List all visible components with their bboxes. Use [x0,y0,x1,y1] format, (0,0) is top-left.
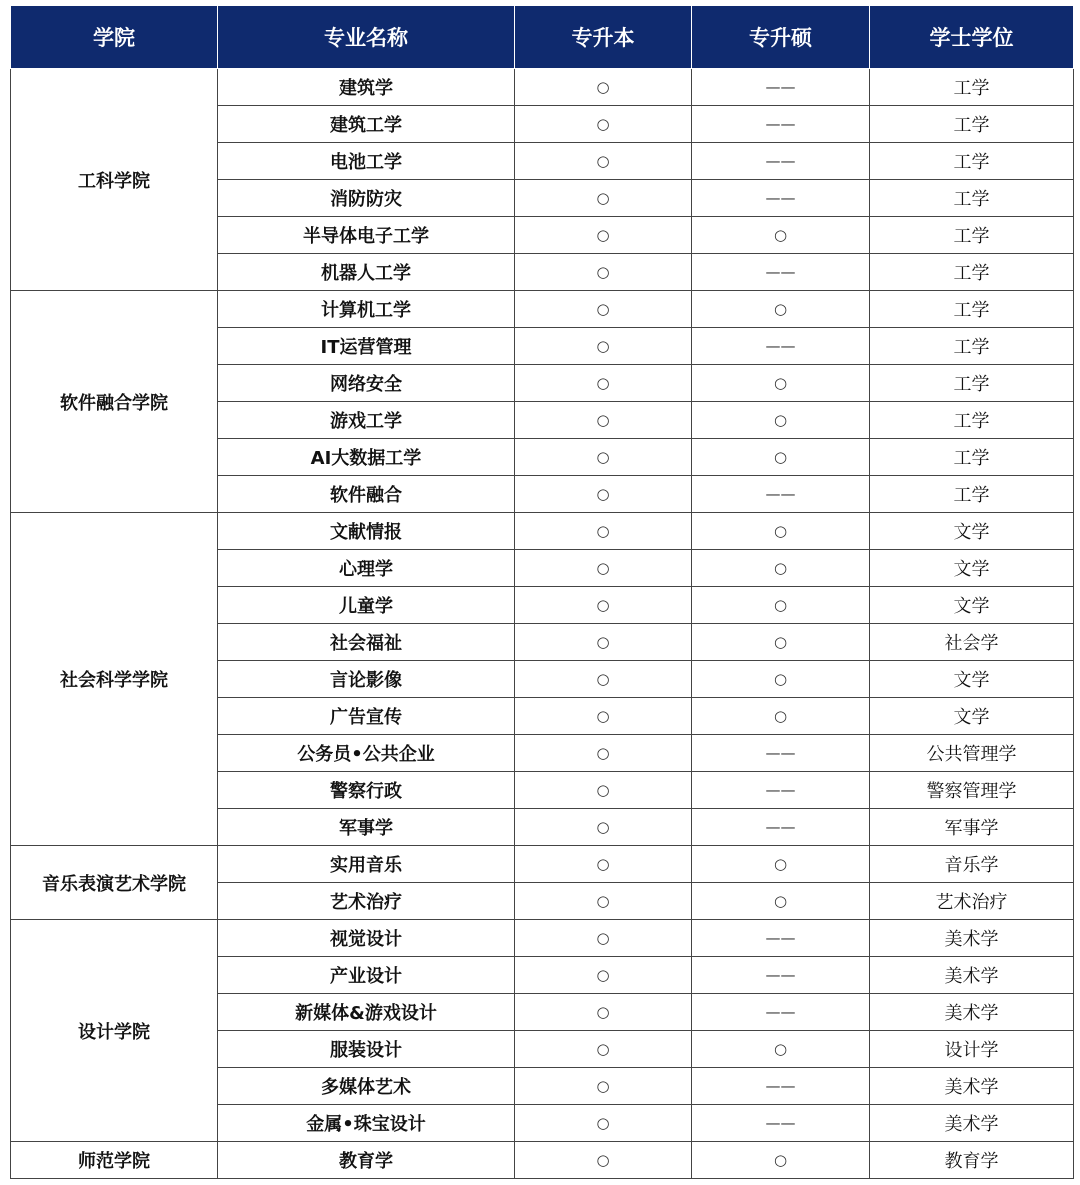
bachelor-mark: ○ [515,143,692,180]
master-mark: ○ [692,1031,870,1068]
degree-name: 工学 [870,69,1074,106]
major-name: 言论影像 [218,661,515,698]
bachelor-mark: ○ [515,1068,692,1105]
bachelor-mark: ○ [515,513,692,550]
master-mark: ○ [692,587,870,624]
header-major: 专业名称 [218,6,515,69]
bachelor-mark: ○ [515,365,692,402]
bachelor-mark: ○ [515,1142,692,1179]
degree-name: 工学 [870,328,1074,365]
degree-name: 音乐学 [870,846,1074,883]
major-name: 艺术治疗 [218,883,515,920]
bachelor-mark: ○ [515,661,692,698]
master-mark: ○ [692,698,870,735]
major-name: 消防防灾 [218,180,515,217]
college-name: 工科学院 [11,69,218,291]
master-mark: ○ [692,513,870,550]
bachelor-mark: ○ [515,254,692,291]
degree-name: 警察管理学 [870,772,1074,809]
master-mark: ○ [692,1142,870,1179]
majors-table [10,5,1074,1179]
degree-name: 文学 [870,698,1074,735]
bachelor-mark: ○ [515,217,692,254]
degree-name: 艺术治疗 [870,883,1074,920]
bachelor-mark: ○ [515,735,692,772]
major-name: 实用音乐 [218,846,515,883]
major-name: 网络安全 [218,365,515,402]
major-name: 视觉设计 [218,920,515,957]
degree-name: 文学 [870,513,1074,550]
degree-name: 美术学 [870,994,1074,1031]
major-name: 教育学 [218,1142,515,1179]
major-name: 新媒体&游戏设计 [218,994,515,1031]
bachelor-mark: ○ [515,1031,692,1068]
header-degree: 学士学位 [870,6,1074,69]
degree-name: 设计学 [870,1031,1074,1068]
degree-name: 文学 [870,550,1074,587]
major-name: 计算机工学 [218,291,515,328]
master-mark: ○ [692,624,870,661]
degree-name: 工学 [870,439,1074,476]
degree-name: 工学 [870,143,1074,180]
major-name: 电池工学 [218,143,515,180]
major-name: AI大数据工学 [218,439,515,476]
bachelor-mark: ○ [515,328,692,365]
header-college: 学院 [11,6,218,69]
master-mark: ○ [692,217,870,254]
college-name: 软件融合学院 [11,291,218,513]
master-mark: ○ [692,365,870,402]
degree-name: 公共管理学 [870,735,1074,772]
header-row [11,6,1074,69]
master-mark: —— [692,180,870,217]
major-name: 建筑工学 [218,106,515,143]
degree-name: 工学 [870,365,1074,402]
degree-name: 美术学 [870,1105,1074,1142]
major-name: 社会福祉 [218,624,515,661]
major-name: 产业设计 [218,957,515,994]
major-name: 警察行政 [218,772,515,809]
major-name: 广告宣传 [218,698,515,735]
degree-name: 工学 [870,217,1074,254]
table-row [11,291,1074,328]
master-mark: ○ [692,883,870,920]
master-mark: —— [692,476,870,513]
degree-name: 社会学 [870,624,1074,661]
master-mark: ○ [692,291,870,328]
master-mark: —— [692,254,870,291]
major-name: 半导体电子工学 [218,217,515,254]
degree-name: 工学 [870,254,1074,291]
degree-name: 文学 [870,661,1074,698]
master-mark: —— [692,772,870,809]
bachelor-mark: ○ [515,476,692,513]
table-row [11,69,1074,106]
master-mark: —— [692,809,870,846]
major-name: 软件融合 [218,476,515,513]
bachelor-mark: ○ [515,402,692,439]
degree-name: 工学 [870,106,1074,143]
master-mark: ○ [692,846,870,883]
degree-name: 美术学 [870,920,1074,957]
bachelor-mark: ○ [515,550,692,587]
bachelor-mark: ○ [515,883,692,920]
master-mark: —— [692,735,870,772]
bachelor-mark: ○ [515,772,692,809]
master-mark: —— [692,1068,870,1105]
degree-name: 工学 [870,402,1074,439]
master-mark: —— [692,994,870,1031]
major-name: 游戏工学 [218,402,515,439]
bachelor-mark: ○ [515,291,692,328]
master-mark: ○ [692,661,870,698]
degree-name: 文学 [870,587,1074,624]
bachelor-mark: ○ [515,920,692,957]
bachelor-mark: ○ [515,69,692,106]
master-mark: ○ [692,402,870,439]
bachelor-mark: ○ [515,106,692,143]
master-mark: ○ [692,550,870,587]
major-name: 机器人工学 [218,254,515,291]
bachelor-mark: ○ [515,994,692,1031]
degree-name: 工学 [870,291,1074,328]
major-name: 服装设计 [218,1031,515,1068]
major-name: 儿童学 [218,587,515,624]
master-mark: —— [692,328,870,365]
bachelor-mark: ○ [515,439,692,476]
bachelor-mark: ○ [515,587,692,624]
degree-name: 军事学 [870,809,1074,846]
major-name: 金属•珠宝设计 [218,1105,515,1142]
college-name: 设计学院 [11,920,218,1142]
table-row [11,846,1074,883]
degree-name: 美术学 [870,1068,1074,1105]
major-name: 文献情报 [218,513,515,550]
degree-name: 工学 [870,476,1074,513]
major-name: 心理学 [218,550,515,587]
table-row [11,513,1074,550]
master-mark: —— [692,143,870,180]
college-name: 音乐表演艺术学院 [11,846,218,920]
major-name: IT运营管理 [218,328,515,365]
major-name: 建筑学 [218,69,515,106]
major-name: 公务员•公共企业 [218,735,515,772]
header-master: 专升硕 [692,6,870,69]
header-bachelor: 专升本 [515,6,692,69]
bachelor-mark: ○ [515,809,692,846]
bachelor-mark: ○ [515,1105,692,1142]
table-row [11,1142,1074,1179]
degree-name: 美术学 [870,957,1074,994]
master-mark: —— [692,920,870,957]
master-mark: —— [692,69,870,106]
table-row [11,920,1074,957]
master-mark: ○ [692,439,870,476]
bachelor-mark: ○ [515,624,692,661]
master-mark: —— [692,106,870,143]
table-body [11,69,1074,1179]
master-mark: —— [692,1105,870,1142]
major-name: 多媒体艺术 [218,1068,515,1105]
degree-name: 工学 [870,180,1074,217]
major-name: 军事学 [218,809,515,846]
bachelor-mark: ○ [515,698,692,735]
college-name: 社会科学学院 [11,513,218,846]
bachelor-mark: ○ [515,957,692,994]
master-mark: —— [692,957,870,994]
college-name: 师范学院 [11,1142,218,1179]
bachelor-mark: ○ [515,180,692,217]
degree-name: 教育学 [870,1142,1074,1179]
bachelor-mark: ○ [515,846,692,883]
